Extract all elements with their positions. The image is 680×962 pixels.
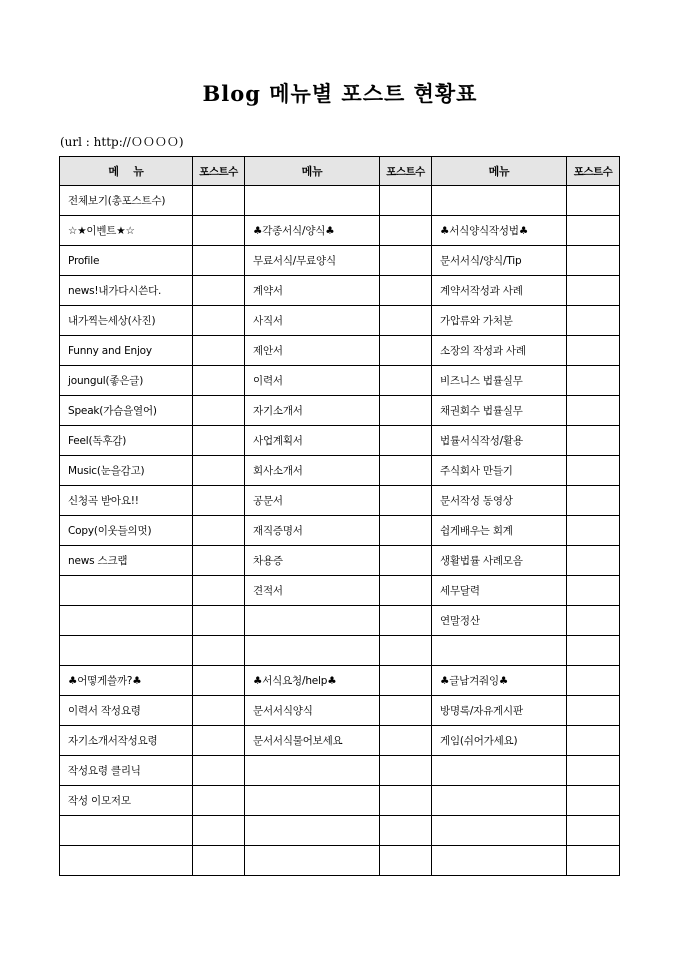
table-row [60, 726, 620, 756]
menu-cell [432, 186, 567, 216]
menu-cell: ♣서식요청/help♣ [245, 666, 380, 696]
post-count-cell [380, 576, 432, 606]
menu-cell [245, 606, 380, 636]
menu-cell [432, 756, 567, 786]
menu-cell: 게임(쉬어가세요) [432, 726, 567, 756]
post-count-cell [567, 486, 620, 516]
post-count-cell [380, 846, 432, 876]
post-count-cell [567, 696, 620, 726]
post-count-cell [567, 816, 620, 846]
menu-cell: ♣글남겨줘잉♣ [432, 666, 567, 696]
page-title: Blog 메뉴별 포스트 현황표 [202, 81, 478, 106]
menu-cell [60, 816, 193, 846]
menu-cell [60, 606, 193, 636]
menu-cell: 계약서 [245, 276, 380, 306]
post-count-cell [567, 756, 620, 786]
post-count-cell [193, 816, 245, 846]
menu-cell: 견적서 [245, 576, 380, 606]
menu-cell [245, 756, 380, 786]
post-count-cell [193, 306, 245, 336]
table-header-row [60, 157, 620, 186]
menu-cell: 법률서식작성/활용 [432, 426, 567, 456]
post-count-cell [380, 246, 432, 276]
post-count-cell [567, 846, 620, 876]
menu-cell: 사업계획서 [245, 426, 380, 456]
post-count-cell [380, 456, 432, 486]
header-post-count-col-2: 포스트수 [380, 157, 432, 186]
menu-cell: ♣어떻게쓸까?♣ [60, 666, 193, 696]
menu-cell: 자기소개서작성요령 [60, 726, 193, 756]
menu-cell: 세무달력 [432, 576, 567, 606]
menu-cell: 방명록/자유게시판 [432, 696, 567, 726]
table-row [60, 816, 620, 846]
post-count-cell [380, 726, 432, 756]
post-count-cell [380, 666, 432, 696]
post-count-cell [380, 696, 432, 726]
post-count-cell [567, 216, 620, 246]
menu-cell [245, 636, 380, 666]
menu-cell [245, 816, 380, 846]
post-count-cell [193, 576, 245, 606]
menu-cell: 가압류와 가처분 [432, 306, 567, 336]
post-count-cell [380, 276, 432, 306]
menu-cell: ☆★이벤트★☆ [60, 216, 193, 246]
menu-cell: 이력서 [245, 366, 380, 396]
post-count-cell [193, 486, 245, 516]
header-menu-col-3: 메뉴 [432, 157, 567, 186]
table-row [60, 396, 620, 426]
table-row [60, 426, 620, 456]
post-count-cell [380, 366, 432, 396]
table-row [60, 306, 620, 336]
post-count-cell [193, 186, 245, 216]
menu-cell [432, 786, 567, 816]
table-row [60, 516, 620, 546]
menu-cell: 내가찍는세상(사진) [60, 306, 193, 336]
post-count-cell [193, 246, 245, 276]
post-count-cell [193, 546, 245, 576]
menu-cell [60, 636, 193, 666]
table-row [60, 216, 620, 246]
menu-cell: 자기소개서 [245, 396, 380, 426]
menu-cell: 신청곡 받아요!! [60, 486, 193, 516]
menu-cell: Profile [60, 246, 193, 276]
menu-cell: 제안서 [245, 336, 380, 366]
post-count-cell [567, 396, 620, 426]
table-row [60, 576, 620, 606]
menu-cell [60, 576, 193, 606]
table-body [60, 186, 620, 876]
menu-cell: 문서작성 동영상 [432, 486, 567, 516]
post-count-cell [380, 396, 432, 426]
table-row [60, 606, 620, 636]
post-count-cell [193, 846, 245, 876]
menu-cell: 회사소개서 [245, 456, 380, 486]
menu-cell: ♣각종서식/양식♣ [245, 216, 380, 246]
menu-cell: 소장의 작성과 사례 [432, 336, 567, 366]
menu-cell: ♣서식양식작성법♣ [432, 216, 567, 246]
post-count-cell [567, 366, 620, 396]
post-count-cell [567, 516, 620, 546]
table-row [60, 666, 620, 696]
post-count-cell [567, 666, 620, 696]
post-count-cell [567, 426, 620, 456]
table-row [60, 186, 620, 216]
url-line: (url : http://ＯＯＯＯ) [60, 135, 184, 149]
post-count-cell [567, 246, 620, 276]
menu-cell [432, 846, 567, 876]
post-count-cell [193, 366, 245, 396]
table-row [60, 696, 620, 726]
menu-cell: 무료서식/무료양식 [245, 246, 380, 276]
menu-cell: Feel(독후감) [60, 426, 193, 456]
post-count-cell [193, 666, 245, 696]
menu-cell: 문서서식물어보세요 [245, 726, 380, 756]
menu-cell: news 스크랩 [60, 546, 193, 576]
post-count-cell [380, 516, 432, 546]
menu-cell: 사직서 [245, 306, 380, 336]
menu-cell: 이력서 작성요령 [60, 696, 193, 726]
table-row [60, 456, 620, 486]
post-count-cell [380, 606, 432, 636]
post-count-cell [567, 726, 620, 756]
menu-cell: 연말정산 [432, 606, 567, 636]
menu-cell: 재직증명서 [245, 516, 380, 546]
post-count-cell [193, 456, 245, 486]
header-post-count-col-1: 포스트수 [193, 157, 245, 186]
post-count-cell [193, 426, 245, 456]
post-count-cell [380, 786, 432, 816]
menu-cell: 문서서식/양식/Tip [432, 246, 567, 276]
post-count-cell [567, 276, 620, 306]
menu-cell: 차용증 [245, 546, 380, 576]
post-count-cell [567, 636, 620, 666]
post-count-cell [193, 606, 245, 636]
table-row [60, 846, 620, 876]
menu-cell: Funny and Enjoy [60, 336, 193, 366]
table-row [60, 636, 620, 666]
post-count-cell [193, 336, 245, 366]
table-row [60, 336, 620, 366]
menu-cell [245, 186, 380, 216]
menu-cell: 쉽게배우는 회계 [432, 516, 567, 546]
post-count-cell [567, 576, 620, 606]
post-count-cell [567, 546, 620, 576]
menu-cell: 문서서식양식 [245, 696, 380, 726]
menu-cell [245, 786, 380, 816]
post-count-cell [380, 546, 432, 576]
post-count-cell [193, 786, 245, 816]
post-count-cell [380, 756, 432, 786]
menu-cell: 계약서작성과 사례 [432, 276, 567, 306]
menu-cell: 공문서 [245, 486, 380, 516]
post-count-cell [193, 696, 245, 726]
post-count-cell [380, 306, 432, 336]
menu-cell [245, 846, 380, 876]
menu-cell: 작성요령 클리닉 [60, 756, 193, 786]
post-count-cell [193, 756, 245, 786]
post-count-cell [193, 726, 245, 756]
menu-cell: 주식회사 만들기 [432, 456, 567, 486]
menu-cell: Speak(가슴을열어) [60, 396, 193, 426]
post-count-cell [567, 186, 620, 216]
post-count-cell [567, 456, 620, 486]
menu-cell: 채권회수 법률실무 [432, 396, 567, 426]
post-count-cell [380, 816, 432, 846]
table-row [60, 486, 620, 516]
menu-cell: 전체보기(총포스트수) [60, 186, 193, 216]
menu-cell: 생활법률 사례모음 [432, 546, 567, 576]
table-row [60, 756, 620, 786]
menu-cell [60, 846, 193, 876]
post-count-cell [380, 636, 432, 666]
header-menu-col-2: 메뉴 [245, 157, 380, 186]
post-count-cell [380, 426, 432, 456]
post-count-cell [193, 276, 245, 306]
menu-cell [432, 636, 567, 666]
header-post-count-col-3: 포스트수 [567, 157, 620, 186]
table-row [60, 276, 620, 306]
post-count-cell [567, 306, 620, 336]
post-count-cell [193, 396, 245, 426]
table-row [60, 366, 620, 396]
post-count-cell [193, 636, 245, 666]
menu-cell: 작성 이모저모 [60, 786, 193, 816]
table-row [60, 246, 620, 276]
menu-cell [432, 816, 567, 846]
post-count-cell [567, 786, 620, 816]
menu-post-table [59, 156, 620, 876]
post-count-cell [567, 606, 620, 636]
table-row [60, 786, 620, 816]
table-row [60, 546, 620, 576]
menu-cell: Copy(이웃들의멋) [60, 516, 193, 546]
menu-cell: news!내가다시쓴다. [60, 276, 193, 306]
post-count-cell [567, 336, 620, 366]
post-count-cell [380, 486, 432, 516]
post-count-cell [380, 186, 432, 216]
post-count-cell [193, 516, 245, 546]
post-count-cell [380, 216, 432, 246]
menu-cell: 비즈니스 법률실무 [432, 366, 567, 396]
header-menu-col-1: 메 뉴 [60, 157, 193, 186]
menu-cell: joungul(좋은글) [60, 366, 193, 396]
menu-cell: Music(눈을감고) [60, 456, 193, 486]
post-count-cell [193, 216, 245, 246]
post-count-cell [380, 336, 432, 366]
